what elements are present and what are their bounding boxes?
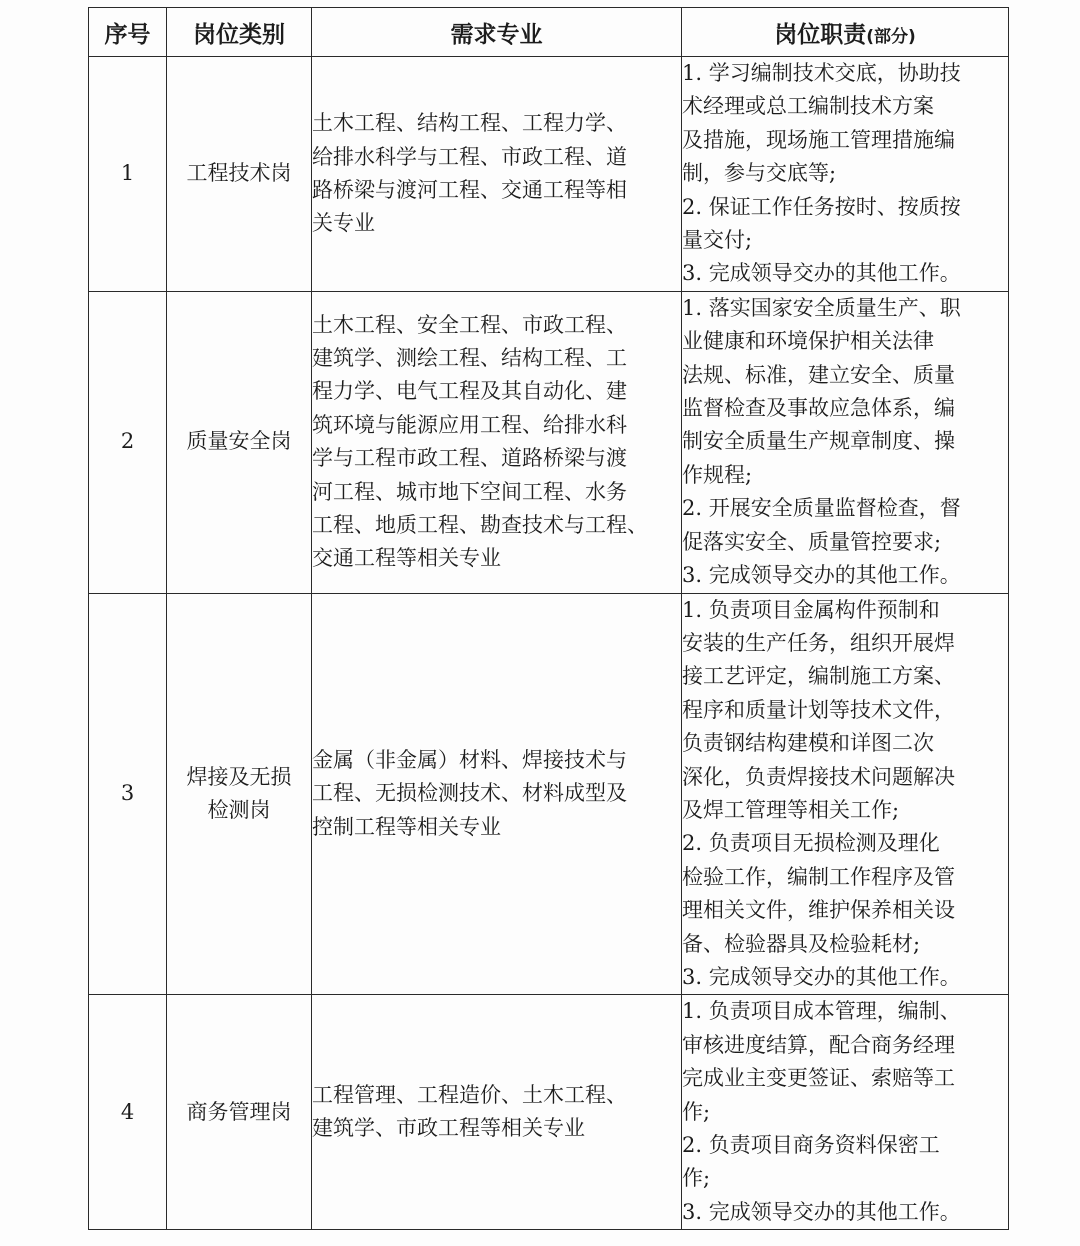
row-index: 2 xyxy=(89,291,167,593)
duty-line: 制安全质量生产规章制度、操 xyxy=(682,429,955,454)
duty-line: 作; xyxy=(682,1099,711,1124)
duty-line: 1. 学习编制技术交底，协助技 xyxy=(682,61,961,85)
row-majors xyxy=(312,291,682,593)
majors-line: 程力学、电气工程及其自动化、建 xyxy=(312,379,627,404)
row-category xyxy=(167,593,312,995)
job-table xyxy=(88,7,1009,1230)
duty-line: 术经理或总工编制技术方案 xyxy=(682,94,934,119)
header-majors: 需求专业 xyxy=(312,8,682,57)
row-duties xyxy=(682,291,1009,593)
duty-line: 促落实安全、质量管控要求; xyxy=(682,529,942,554)
category-line: 检测岗 xyxy=(207,797,271,822)
duty-line: 业健康和环境保护相关法律 xyxy=(682,329,934,354)
majors-line: 金属（非金属）材料、焊接技术与 xyxy=(312,747,627,772)
duty-line: 程序和质量计划等技术文件， xyxy=(682,697,955,722)
duty-line: 完成业主变更签证、索赔等工 xyxy=(682,1066,955,1091)
majors-line: 工程、无损检测技术、材料成型及 xyxy=(312,781,627,806)
duty-line: 2. 负责项目无损检测及理化 xyxy=(682,831,940,856)
table-row xyxy=(89,291,1009,593)
row-index: 4 xyxy=(89,995,167,1230)
majors-line: 关专业 xyxy=(312,211,375,236)
header-category: 岗位类别 xyxy=(167,8,312,57)
duty-line: 法规、标准，建立安全、质量 xyxy=(682,362,955,387)
duty-line: 及焊工管理等相关工作; xyxy=(682,797,900,822)
majors-line: 工程管理、工程造价、土木工程、 xyxy=(312,1082,627,1107)
majors-line: 河工程、城市地下空间工程、水务 xyxy=(312,479,627,504)
duty-line: 1. 落实国家安全质量生产、职 xyxy=(682,295,961,320)
majors-line: 学与工程市政工程、道路桥梁与渡 xyxy=(312,446,627,471)
majors-line: 给排水科学与工程、市政工程、道 xyxy=(312,144,627,169)
duty-line: 安装的生产任务，组织开展焊 xyxy=(682,630,955,655)
duty-line: 备、检验器具及检验耗材; xyxy=(682,931,921,956)
row-duties xyxy=(682,995,1009,1230)
duty-line: 3. 完成领导交办的其他工作。 xyxy=(682,261,961,286)
duty-line: 审核进度结算，配合商务经理 xyxy=(682,1032,955,1057)
table-row xyxy=(89,57,1009,292)
row-category: 质量安全岗 xyxy=(167,291,312,593)
majors-line: 建筑学、市政工程等相关专业 xyxy=(312,1116,585,1141)
row-majors xyxy=(312,593,682,995)
header-duties-label: 岗位职责 xyxy=(774,21,867,48)
duty-line: 深化，负责焊接技术问题解决 xyxy=(682,764,955,789)
duty-line: 作规程; xyxy=(682,462,753,487)
duty-line: 2. 开展安全质量监督检查，督 xyxy=(682,496,961,521)
duty-line: 1. 负责项目成本管理，编制、 xyxy=(682,999,961,1024)
majors-line: 路桥梁与渡河工程、交通工程等相 xyxy=(312,177,627,202)
category-line: 焊接及无损 xyxy=(186,764,292,789)
table-row xyxy=(89,593,1009,995)
duty-line: 2. 负责项目商务资料保密工 xyxy=(682,1133,940,1157)
majors-line: 筑环境与能源应用工程、给排水科 xyxy=(312,412,627,437)
header-duties xyxy=(682,8,1009,57)
table-row xyxy=(89,995,1009,1230)
majors-line: 交通工程等相关专业 xyxy=(312,546,501,571)
row-duties xyxy=(682,593,1009,995)
majors-line: 工程、地质工程、勘查技术与工程、 xyxy=(312,512,648,537)
duty-line: 理相关文件，维护保养相关设 xyxy=(682,898,955,923)
duty-line: 监督检查及事故应急体系，编 xyxy=(682,396,955,421)
duty-line: 制，参与交底等; xyxy=(682,161,837,186)
duty-line: 1. 负责项目金属构件预制和 xyxy=(682,597,940,622)
row-duties xyxy=(682,57,1009,292)
majors-line: 土木工程、结构工程、工程力学、 xyxy=(312,111,627,136)
row-index: 3 xyxy=(89,593,167,995)
row-index: 1 xyxy=(89,57,167,292)
duty-line: 3. 完成领导交办的其他工作。 xyxy=(682,563,961,588)
row-majors xyxy=(312,57,682,292)
table-header xyxy=(89,8,1009,57)
duty-line: 检验工作，编制工作程序及管 xyxy=(682,864,955,889)
duty-line: 作; xyxy=(682,1166,711,1191)
row-category: 商务管理岗 xyxy=(167,995,312,1230)
duty-line: 量交付; xyxy=(682,228,753,253)
duty-line: 3. 完成领导交办的其他工作。 xyxy=(682,964,961,989)
duty-line: 3. 完成领导交办的其他工作。 xyxy=(682,1199,961,1224)
duty-line: 负责钢结构建模和详图二次 xyxy=(682,731,934,756)
row-category: 工程技术岗 xyxy=(167,57,312,292)
duty-line: 2. 保证工作任务按时、按质按 xyxy=(682,194,961,219)
row-majors xyxy=(312,995,682,1230)
majors-line: 土木工程、安全工程、市政工程、 xyxy=(312,312,627,337)
header-duties-note: (部分) xyxy=(866,26,916,47)
duty-line: 及措施，现场施工管理措施编 xyxy=(682,127,955,152)
majors-line: 控制工程等相关专业 xyxy=(312,814,501,839)
header-index: 序号 xyxy=(89,8,167,57)
duty-line: 接工艺评定，编制施工方案、 xyxy=(682,664,955,689)
majors-line: 建筑学、测绘工程、结构工程、工 xyxy=(312,345,627,370)
